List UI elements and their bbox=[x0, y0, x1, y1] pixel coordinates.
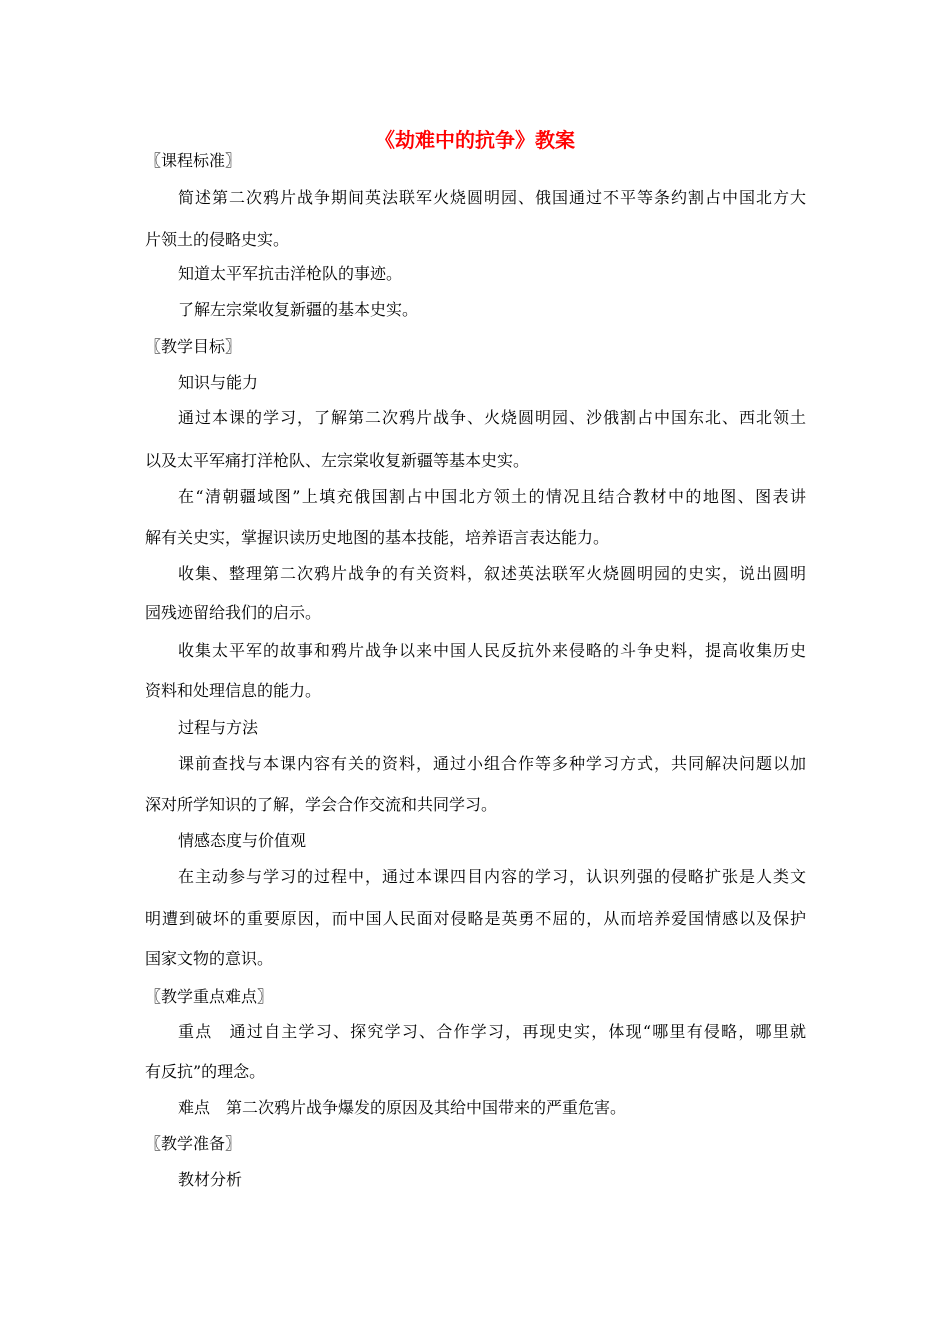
paragraph-line: 园残迹留给我们的启示。 bbox=[145, 603, 322, 622]
subheading: 教材分析 bbox=[178, 1170, 243, 1189]
paragraph-line: 解有关史实，掌握识读历史地图的基本技能，培养语言表达能力。 bbox=[145, 528, 610, 547]
paragraph-line: 资料和处理信息的能力。 bbox=[145, 681, 322, 700]
paragraph-line: 国家文物的意识。 bbox=[145, 949, 274, 968]
section-heading-teaching-preparation: 〖教学准备〗 bbox=[145, 1134, 242, 1153]
paragraph-line: 难点 第二次鸦片战争爆发的原因及其给中国带来的严重危害。 bbox=[178, 1098, 627, 1117]
paragraph-line: 在主动参与学习的过程中，通过本课四目内容的学习，认识列强的侵略扩张是人类文 bbox=[178, 867, 806, 886]
paragraph-line: 收集、整理第二次鸦片战争的有关资料，叙述英法联军火烧圆明园的史实，说出圆明 bbox=[178, 564, 806, 583]
subheading: 知识与能力 bbox=[178, 373, 259, 392]
paragraph-line: 重点 通过自主学习、探究学习、合作学习，再现史实，体现“哪里有侵略，哪里就 bbox=[178, 1022, 806, 1041]
section-heading-curriculum-standard: 〖课程标准〗 bbox=[145, 151, 242, 170]
paragraph-line: 以及太平军痛打洋枪队、左宗棠收复新疆等基本史实。 bbox=[145, 451, 530, 470]
paragraph-line: 知道太平军抗击洋枪队的事迹。 bbox=[178, 264, 403, 283]
subheading: 过程与方法 bbox=[178, 718, 259, 737]
paragraph-line: 简述第二次鸦片战争期间英法联军火烧圆明园、俄国通过不平等条约割占中国北方大 bbox=[178, 188, 806, 207]
document-title: 《劫难中的抗争》教案 bbox=[375, 128, 575, 152]
paragraph-line: 在“清朝疆域图”上填充俄国割占中国北方领土的情况且结合教材中的地图、图表讲 bbox=[178, 487, 806, 506]
paragraph-line: 深对所学知识的了解，学会合作交流和共同学习。 bbox=[145, 795, 498, 814]
subheading: 情感态度与价值观 bbox=[178, 831, 307, 850]
section-heading-key-difficult-points: 〖教学重点难点〗 bbox=[145, 987, 274, 1006]
section-heading-teaching-objectives: 〖教学目标〗 bbox=[145, 337, 242, 356]
paragraph-line: 了解左宗棠收复新疆的基本史实。 bbox=[178, 300, 419, 319]
paragraph-line: 明遭到破坏的重要原因，而中国人民面对侵略是英勇不屈的，从而培养爱国情感以及保护 bbox=[145, 909, 806, 928]
paragraph-line: 课前查找与本课内容有关的资料，通过小组合作等多种学习方式，共同解决问题以加 bbox=[178, 754, 806, 773]
paragraph-line: 有反抗”的理念。 bbox=[145, 1062, 266, 1081]
paragraph-line: 通过本课的学习，了解第二次鸦片战争、火烧圆明园、沙俄割占中国东北、西北领土 bbox=[178, 408, 806, 427]
paragraph-line: 片领土的侵略史实。 bbox=[145, 230, 290, 249]
paragraph-line: 收集太平军的故事和鸦片战争以来中国人民反抗外来侵略的斗争史料，提高收集历史 bbox=[178, 641, 806, 660]
